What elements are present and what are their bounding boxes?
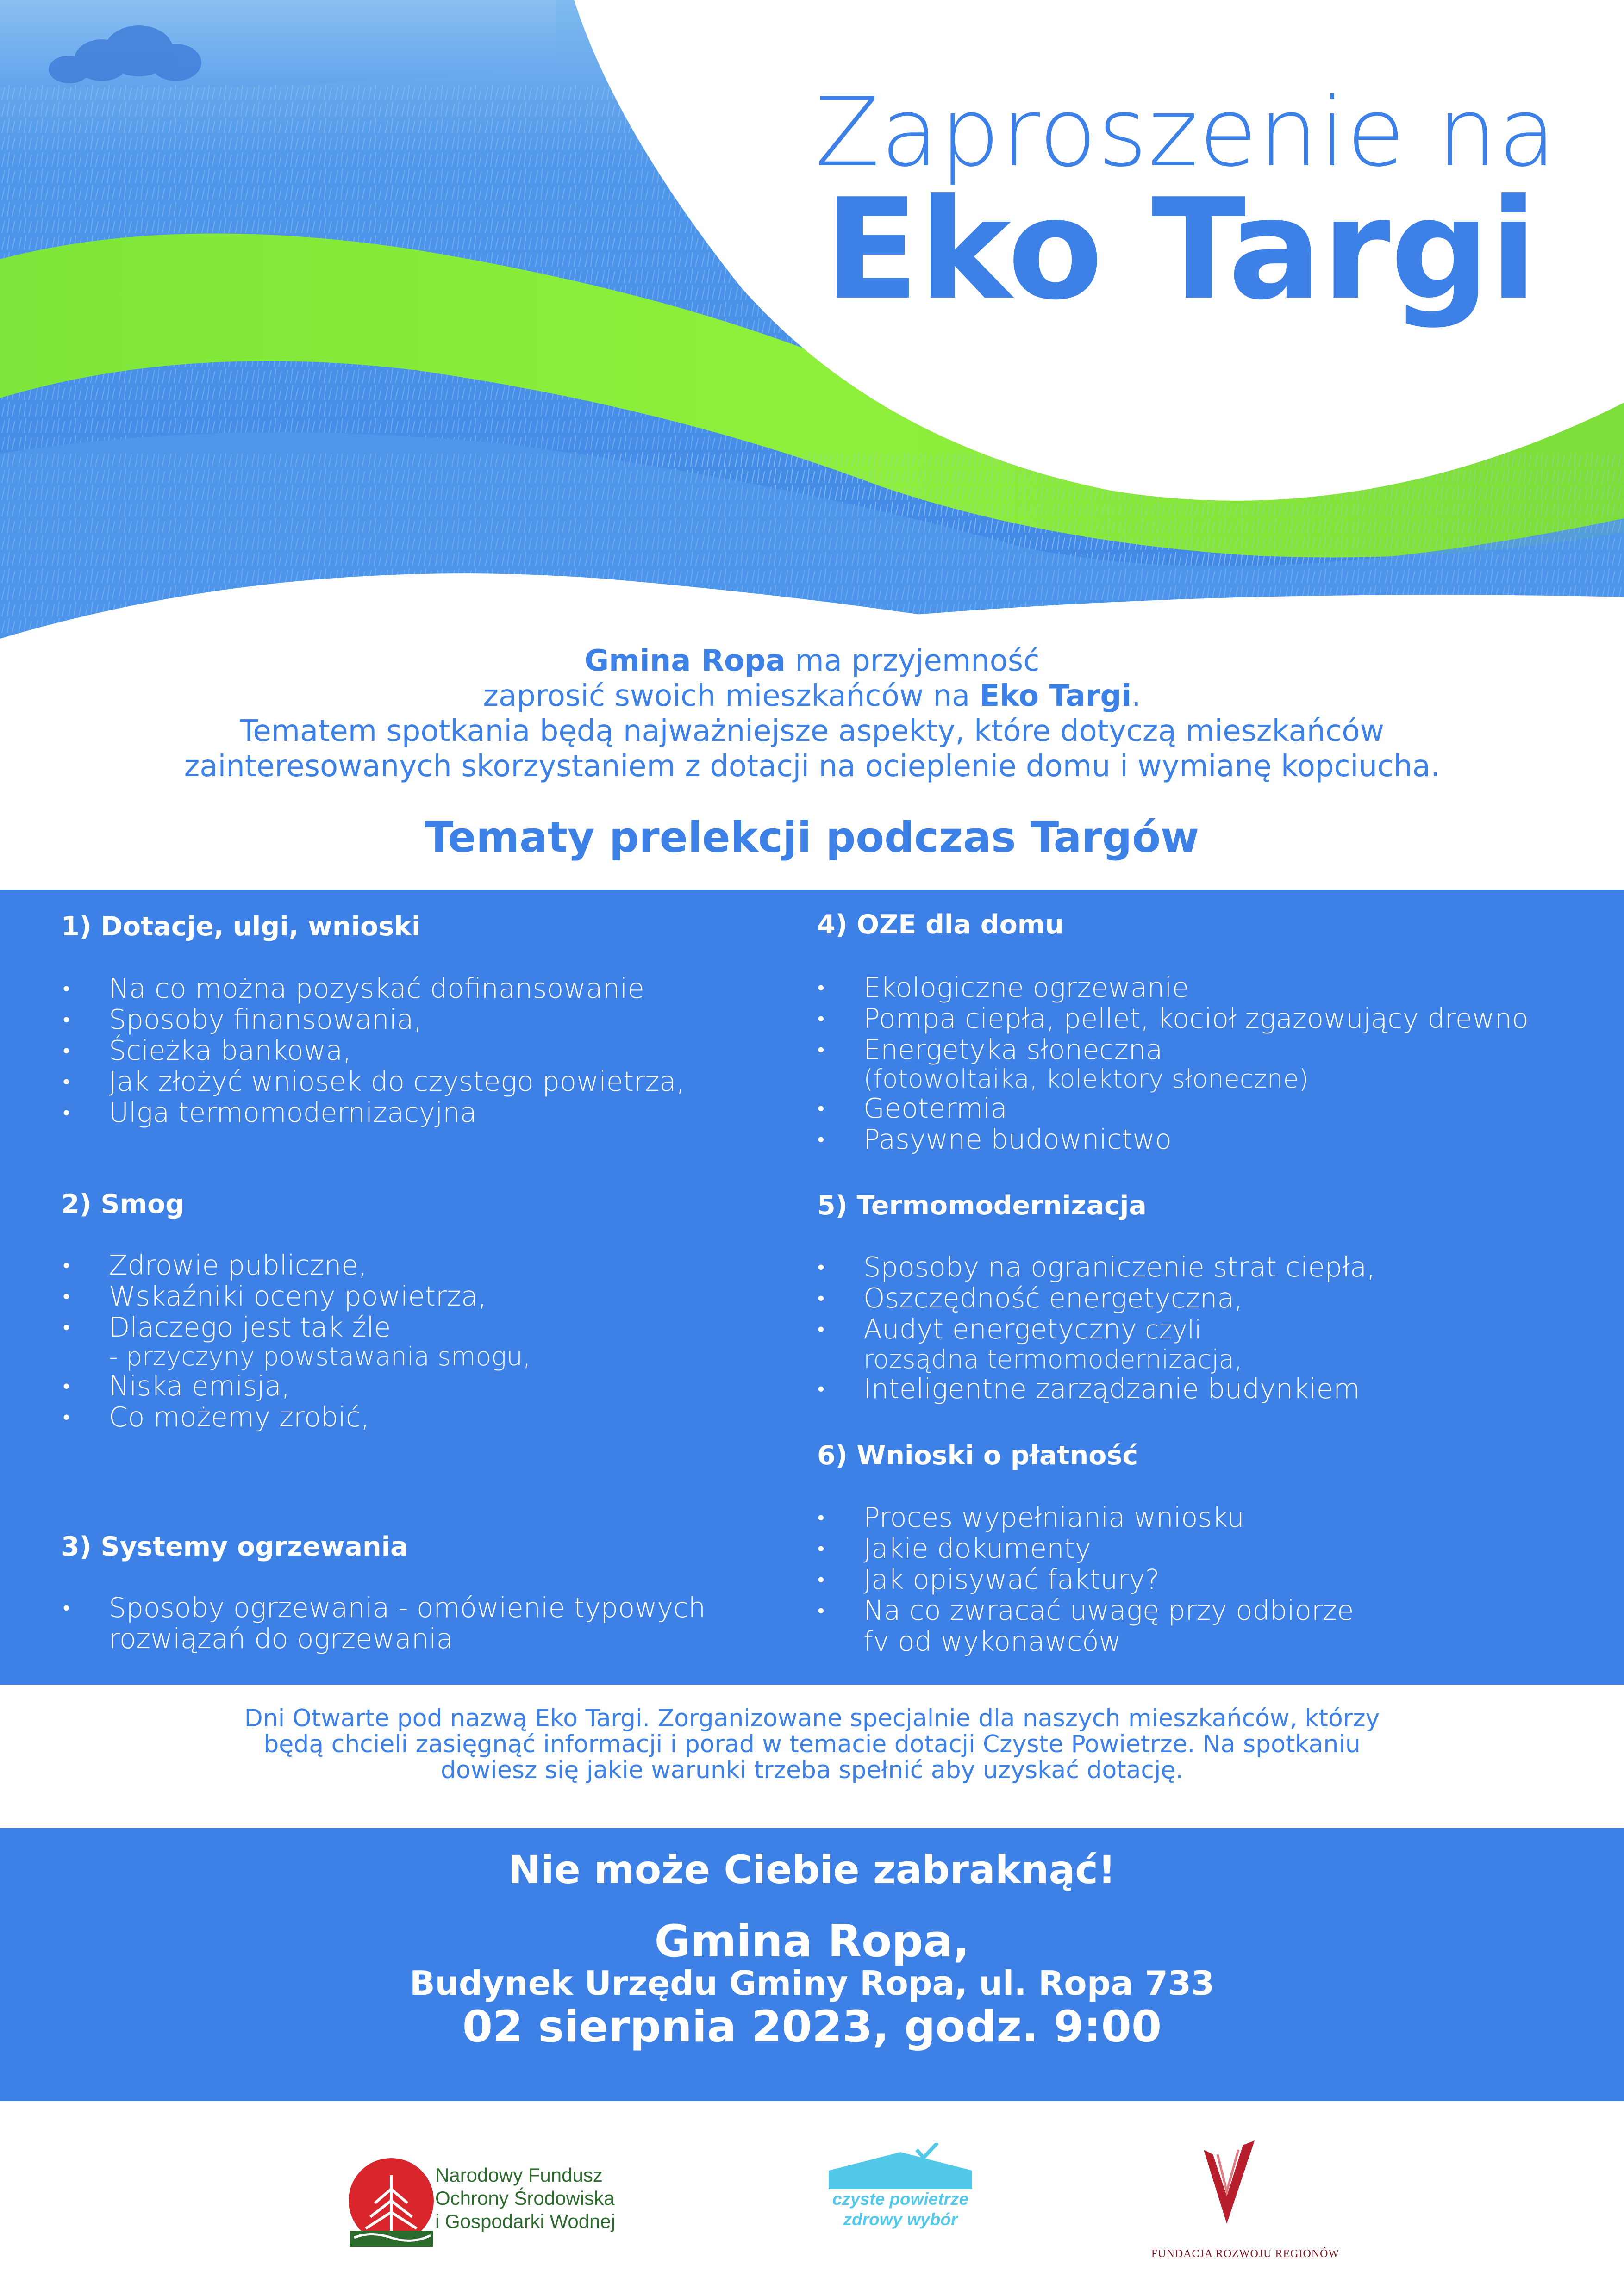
frr-logo — [1199, 2140, 1259, 2228]
topics-left-column — [0, 890, 810, 1685]
list-item: • Wskaźniki oceny powietrza, — [63, 1280, 487, 1312]
bullet-icon: • — [63, 1070, 70, 1093]
list-item: • Proces wypełniania wniosku — [818, 1501, 1244, 1533]
section-2-list — [60, 1250, 531, 1432]
nfosigw-text — [435, 2164, 615, 2233]
cta-panel — [0, 1828, 1624, 2101]
section-1-list — [60, 973, 685, 1128]
info-line-1: Dni Otwarte pod nazwą Eko Targi. Zorganizowane specjalnie dla naszych mieszkańców, którzy — [244, 1705, 1380, 1732]
list-item: • Zdrowie publiczne, — [63, 1249, 367, 1281]
title-line-1: Zaproszenie na — [815, 78, 1557, 188]
list-item: • Pasywne budownictwo — [818, 1123, 1172, 1155]
bullet-icon: • — [63, 1596, 70, 1619]
list-item: • Inteligentne zarządzanie budynkiem — [818, 1373, 1360, 1405]
bullet-icon: • — [818, 1097, 824, 1120]
list-item: • Sposoby finansowania, — [63, 1003, 423, 1035]
list-item: • Audyt energetyczny czyli rozsądna termomodernizacja, — [815, 1313, 1375, 1373]
list-item: • Ekologiczne ogrzewanie — [818, 971, 1189, 1003]
cta-heading: Nie może Ciebie zabraknąć! — [508, 1847, 1116, 1892]
bullet-icon: • — [818, 1599, 824, 1622]
title-line-2: Eko Targi — [824, 169, 1537, 330]
list-item: • Geotermia — [818, 1092, 1007, 1124]
info-text — [0, 1705, 1624, 1783]
bullet-icon: • — [818, 1256, 824, 1278]
nfosigw-line-1: Narodowy Fundusz — [435, 2164, 603, 2186]
list-item: fv od wykonawców — [863, 1625, 1121, 1657]
nfosigw-line-2: Ochrony Środowiska — [435, 2187, 615, 2209]
list-item-sub: rozsądna termomodernizacja, — [863, 1344, 1243, 1374]
bullet-icon: • — [63, 1316, 70, 1338]
intro-line-3: Tematem spotkania będą najważniejsze aspekty, które dotyczą mieszkańców — [240, 714, 1384, 748]
intro-l1-rest: ma przyjemność — [786, 644, 1040, 678]
intro-text — [0, 643, 1624, 784]
czyste-powietrze-text — [824, 2189, 977, 2230]
list-item: • Oszczędność energetyczna, — [818, 1282, 1243, 1314]
intro-l2-start: zaprosić swoich mieszkańców na — [483, 679, 980, 713]
list-item: • Co możemy zrobić, — [63, 1401, 370, 1433]
bullet-icon: • — [63, 1101, 70, 1124]
bullet-icon: • — [818, 976, 824, 999]
frr-emblem-icon — [1199, 2140, 1259, 2228]
intro-line-2 — [0, 678, 1624, 714]
czyste-powietrze-logo — [824, 2143, 977, 2194]
bullet-icon: • — [63, 1254, 70, 1276]
info-line-2: będą chcieli zasięgnąć informacji i porad w temacie dotacji Czyste Powietrze. Na spotkaniu — [263, 1730, 1361, 1758]
list-item: • Niska emisja, — [63, 1370, 290, 1402]
list-item: • Ulga termomodernizacyjna — [63, 1096, 477, 1128]
intro-eko-bold: Eko Targi — [979, 679, 1132, 713]
nfosigw-emblem-icon — [347, 2157, 435, 2249]
section-4-list — [815, 972, 1529, 1155]
bullet-icon: • — [818, 1568, 824, 1591]
list-item-sub: - przyczyny powstawania smogu, — [109, 1342, 531, 1371]
cta-location: Gmina Ropa, — [654, 1916, 970, 1967]
bullet-icon: • — [63, 1008, 70, 1031]
bullet-icon: • — [818, 1506, 824, 1529]
cta-date: 02 sierpnia 2023, godz. 9:00 — [462, 2002, 1162, 2052]
section-3-list — [60, 1592, 706, 1654]
list-item: • Sposoby na ograniczenie strat ciepła, — [818, 1251, 1375, 1283]
topics-heading: Tematy prelekcji podczas Targów — [425, 813, 1199, 862]
intro-gmina-bold: Gmina Ropa — [584, 644, 786, 678]
bullet-icon: • — [63, 1039, 70, 1062]
cta-address: Budynek Urzędu Gminy Ropa, ul. Ropa 733 — [409, 1964, 1215, 2003]
nfosigw-logo — [347, 2157, 435, 2249]
list-item: rozwiązań do ogrzewania — [109, 1623, 453, 1655]
bullet-icon: • — [63, 1375, 70, 1397]
nfosigw-line-3: i Gospodarki Wodnej — [435, 2210, 616, 2232]
bullet-icon: • — [818, 1537, 824, 1560]
list-item-sub: (fotowoltaika, kolektory słoneczne) — [863, 1064, 1309, 1094]
bullet-icon: • — [63, 1285, 70, 1307]
list-item: • Na co zwracać uwagę przy odbiorze — [818, 1594, 1354, 1626]
bullet-icon: • — [818, 1038, 824, 1061]
bullet-icon: • — [818, 1128, 824, 1151]
bullet-icon: • — [818, 1318, 824, 1340]
bullet-icon: • — [818, 1377, 824, 1400]
section-2-title: 2) Smog — [61, 1189, 184, 1220]
list-item: • Jak opisywać faktury? — [818, 1563, 1160, 1595]
section-6-list — [815, 1502, 1354, 1657]
list-item: • Jakie dokumenty — [818, 1532, 1091, 1564]
bullet-icon: • — [63, 977, 70, 1000]
list-item: • Jak złożyć wniosek do czystego powietrza, — [63, 1065, 685, 1097]
section-1-title: 1) Dotacje, ulgi, wnioski — [61, 911, 421, 942]
list-item: • Dlaczego jest tak źle - przyczyny powstawania smogu, — [63, 1311, 531, 1371]
topics-right-column — [815, 890, 1624, 1685]
audit-suffix: czyli — [1137, 1315, 1202, 1344]
section-5-title: 5) Termomodernizacja — [817, 1190, 1147, 1221]
bullet-icon: • — [63, 1406, 70, 1428]
intro-line-4: zainteresowanych skorzystaniem z dotacji na ocieplenie domu i wymianę kopciucha. — [184, 749, 1440, 784]
czyste-line-1: czyste powietrze — [832, 2190, 969, 2209]
list-item: • Na co można pozyskać dofinansowanie — [63, 972, 644, 1004]
czyste-line-2: zdrowy wybór — [843, 2210, 958, 2229]
bullet-icon: • — [818, 1287, 824, 1309]
bullet-icon: • — [818, 1007, 824, 1030]
info-line-3: dowiesz się jakie warunki trzeba spełnić aby uzyskać dotację. — [441, 1756, 1183, 1784]
house-check-icon — [824, 2143, 977, 2194]
section-6-title: 6) Wnioski o płatność — [817, 1440, 1138, 1471]
list-item: • Ścieżka bankowa, — [63, 1034, 351, 1066]
section-5-list — [815, 1251, 1375, 1404]
list-item: • Pompa ciepła, pellet, kocioł zgazowujący drewno — [818, 1002, 1529, 1034]
list-item: • Sposoby ogrzewania - omówienie typowych — [63, 1592, 706, 1624]
frr-text: FUNDACJA ROZWOJU REGIONÓW — [1151, 2248, 1340, 2260]
section-4-title: 4) OZE dla domu — [817, 909, 1064, 940]
section-3-title: 3) Systemy ogrzewania — [61, 1531, 408, 1562]
intro-l2-end: . — [1131, 679, 1141, 713]
list-item: • Energetyka słoneczna (fotowoltaika, kolektory słoneczne) — [815, 1034, 1529, 1093]
topics-panel — [0, 890, 1624, 1685]
intro-line-1 — [0, 643, 1624, 678]
